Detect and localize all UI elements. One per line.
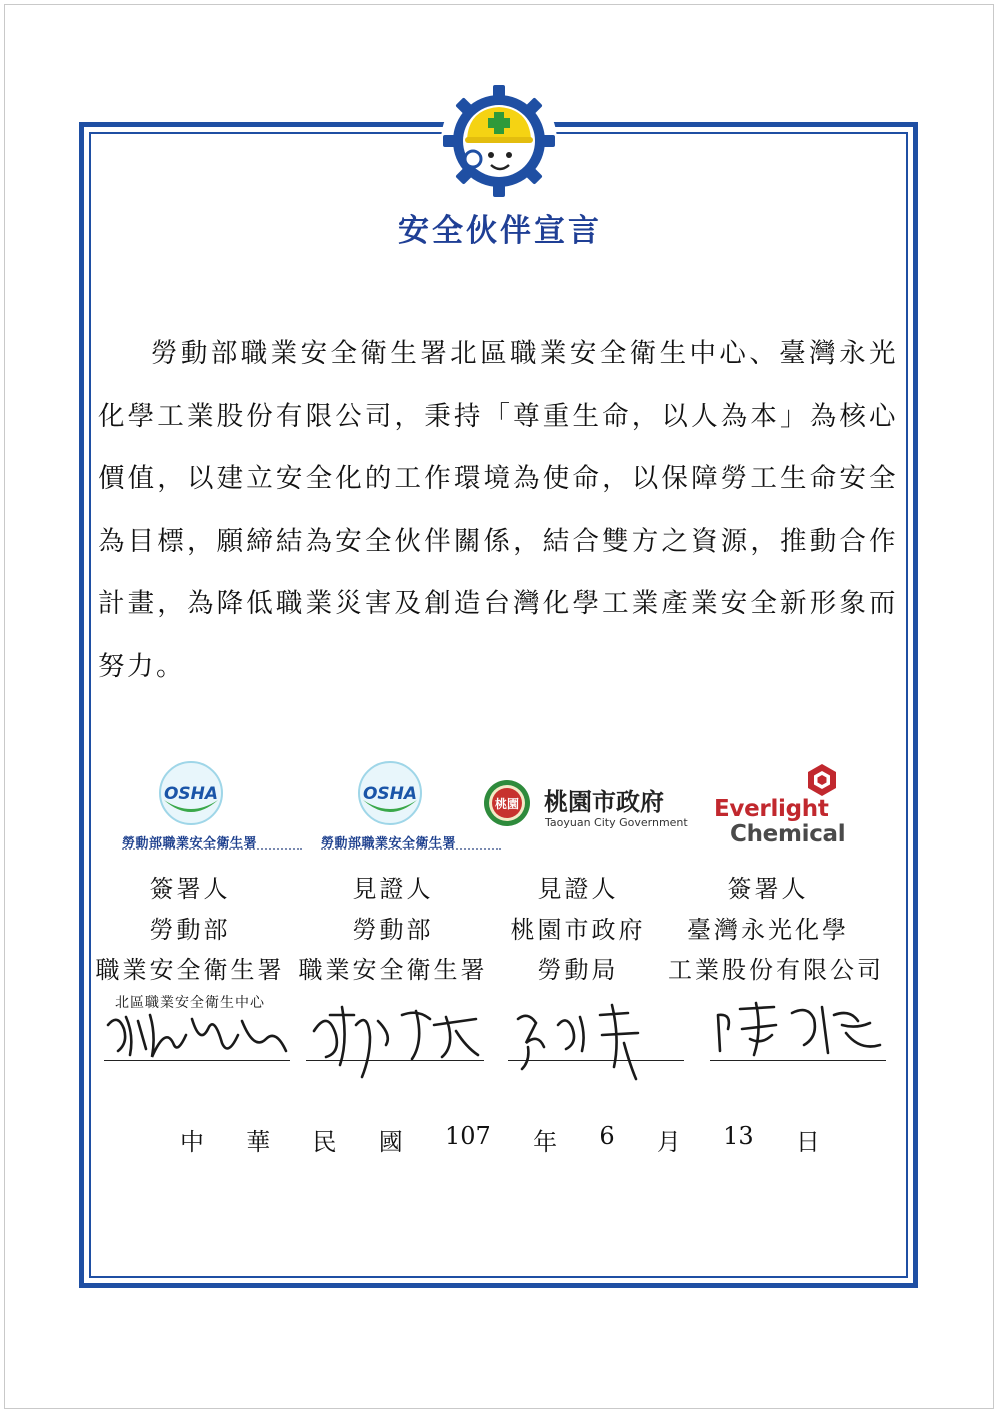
signatory-org-line: 勞動部	[149, 916, 231, 944]
date-month: 6	[599, 1122, 615, 1150]
signature-4	[710, 1005, 886, 1061]
osha-badge-icon	[158, 760, 224, 826]
declaration-text: 勞動部職業安全衛生署北區職業安全衛生中心、臺灣永光化學工業股份有限公司，秉持「尊重生命，以人為本」為核心價值，以建立安全化的工作環境為使命，以保障勞工生命安全為目標，願締結為安全伙伴關係，結合雙方之資源，推動合作計畫，為降低職業災害及創造台灣化學工業產業安全新形象而努力。	[98, 338, 898, 682]
signature-2	[306, 1005, 484, 1061]
signature-1	[104, 1005, 290, 1061]
taoyuan-logo	[482, 760, 688, 860]
date-char: 中	[180, 1128, 204, 1156]
taoyuan-seal-icon	[482, 778, 532, 828]
everlight-logo	[712, 760, 852, 860]
witness-org-line: 勞動局	[537, 956, 619, 984]
witness-role: 見證人	[352, 875, 434, 903]
everlight-hexagon-icon	[804, 762, 840, 798]
signatory-org-line: 工業股份有限公司	[668, 956, 884, 984]
signatory-role: 簽署人	[727, 875, 809, 903]
signatory-column	[90, 872, 290, 1014]
witness-org-line: 桃園市政府	[510, 916, 646, 944]
witness-column	[478, 872, 678, 992]
svg-text:OSHA: OSHA	[163, 784, 219, 804]
signature-3	[508, 1005, 684, 1061]
witness-org-line: 職業安全衛生署	[298, 956, 488, 984]
osha-subline	[321, 848, 501, 854]
osha-logo	[122, 760, 302, 860]
date-char: 民	[312, 1128, 337, 1156]
gear-emblem-icon	[441, 83, 557, 199]
date-char: 國	[378, 1128, 403, 1156]
osha-badge-icon	[357, 760, 423, 826]
witness-org-line: 勞動部	[352, 916, 434, 944]
svg-text:桃園: 桃園	[494, 797, 520, 811]
signatory-column	[668, 872, 884, 992]
decorative-frame-inner	[89, 132, 908, 1278]
everlight-wordmark-line1: Everlight	[714, 796, 829, 822]
svg-text:OSHA: OSHA	[362, 784, 418, 804]
signatory-org-line: 臺灣永光化學	[687, 916, 849, 944]
signatory-role: 簽署人	[149, 875, 231, 903]
date-char: 年	[533, 1128, 558, 1156]
osha-subline	[122, 848, 302, 854]
signatory-org-line: 北區職業安全衛生中心	[115, 995, 265, 1011]
date-char: 月	[656, 1128, 681, 1156]
taoyuan-name: 桃園市政府	[544, 788, 664, 816]
osha-org-name: 勞動部職業安全衛生署	[122, 836, 258, 851]
signatory-org-line: 職業安全衛生署	[95, 956, 285, 984]
taoyuan-english-name: Taoyuan City Government	[545, 816, 688, 829]
date-year: 107	[445, 1122, 491, 1150]
date-char: 日	[795, 1128, 820, 1156]
witness-role: 見證人	[537, 875, 619, 903]
everlight-wordmark-line2: Chemical	[730, 821, 846, 847]
date-day: 13	[723, 1122, 754, 1150]
date-char: 華	[246, 1128, 271, 1156]
osha-org-name: 勞動部職業安全衛生署	[321, 836, 457, 851]
date-line	[180, 1122, 820, 1157]
witness-column	[293, 872, 493, 992]
document-title: 安全伙伴宣言	[398, 213, 602, 249]
osha-logo-2	[321, 760, 501, 860]
